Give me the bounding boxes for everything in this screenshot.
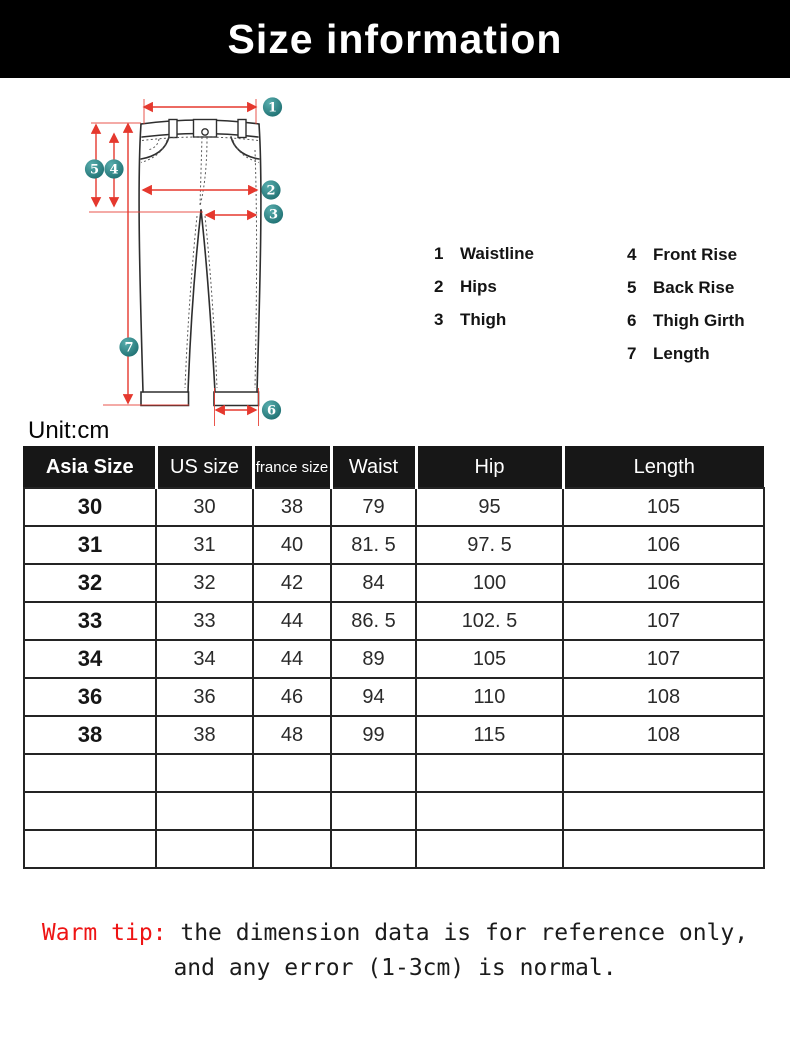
table-cell: 106 — [563, 564, 764, 602]
table-row — [24, 526, 764, 564]
table-cell: 44 — [253, 640, 331, 678]
warm-tip-line2: and any error (1-3cm) is normal. — [173, 955, 617, 981]
callout-5-badge — [85, 159, 104, 178]
legend-item-thigh — [434, 303, 534, 336]
pants-stitching — [141, 137, 259, 388]
legend-label: Back Rise — [653, 277, 735, 297]
legend-label: Hips — [460, 276, 497, 296]
table-cell — [156, 792, 253, 830]
table-cell: 107 — [563, 602, 764, 640]
legend-number: 7 — [627, 343, 637, 363]
table-cell: 48 — [253, 716, 331, 754]
legend-item-thigh-girth — [627, 304, 745, 337]
table-cell — [253, 792, 331, 830]
table-cell — [24, 792, 156, 830]
legend-item-length — [627, 337, 745, 370]
table-cell — [253, 830, 331, 868]
table-row — [24, 564, 764, 602]
title-bar — [0, 0, 790, 78]
table-cell — [416, 754, 563, 792]
table-cell: 79 — [331, 488, 416, 526]
table-cell: 108 — [563, 678, 764, 716]
callout-1-number: 1 — [267, 100, 278, 116]
callout-3-number: 3 — [268, 207, 279, 223]
legend-label: Waistline — [460, 243, 534, 263]
warm-tip — [0, 916, 790, 986]
column-header: Waist — [331, 447, 416, 488]
legend-item-front-rise — [627, 238, 745, 271]
legend-label: Thigh Girth — [653, 310, 745, 330]
size-table-body — [24, 488, 764, 868]
table-cell: 38 — [156, 716, 253, 754]
legend-label: Front Rise — [653, 244, 738, 264]
table-cell: 40 — [253, 526, 331, 564]
table-cell: 31 — [156, 526, 253, 564]
callout-7-badge — [119, 337, 138, 356]
legend-label: Length — [653, 343, 710, 363]
table-row — [24, 602, 764, 640]
callout-4-badge — [104, 159, 123, 178]
table-cell — [156, 830, 253, 868]
table-cell: 42 — [253, 564, 331, 602]
table-row — [24, 830, 764, 868]
warm-tip-text: the dimension data is for reference only, — [166, 920, 749, 946]
column-header: Length — [563, 447, 764, 488]
table-cell: 32 — [24, 564, 156, 602]
table-cell: 89 — [331, 640, 416, 678]
table-cell: 110 — [416, 678, 563, 716]
column-header: Hip — [416, 447, 563, 488]
table-cell: 38 — [253, 488, 331, 526]
table-cell: 100 — [416, 564, 563, 602]
table-cell — [24, 754, 156, 792]
column-header: US size — [156, 447, 253, 488]
pants-outline — [139, 120, 261, 406]
measurement-legend-left — [434, 237, 534, 336]
table-cell — [331, 754, 416, 792]
legend-number: 3 — [434, 309, 444, 329]
table-cell: 46 — [253, 678, 331, 716]
callout-5-number: 5 — [89, 162, 100, 178]
callout-2-number: 2 — [266, 183, 276, 199]
table-row — [24, 488, 764, 526]
table-cell — [416, 792, 563, 830]
table-cell: 38 — [24, 716, 156, 754]
measurement-legend-right — [627, 238, 745, 370]
table-row — [24, 640, 764, 678]
table-cell — [331, 830, 416, 868]
callout-6-number: 6 — [266, 403, 277, 419]
table-cell: 106 — [563, 526, 764, 564]
table-cell — [563, 754, 764, 792]
size-table-head-row — [24, 447, 764, 488]
table-cell: 34 — [24, 640, 156, 678]
table-cell: 95 — [416, 488, 563, 526]
table-row — [24, 792, 764, 830]
page-title: Size information — [227, 16, 563, 62]
legend-number: 6 — [627, 310, 637, 330]
table-cell — [563, 792, 764, 830]
table-cell — [156, 754, 253, 792]
table-cell: 30 — [24, 488, 156, 526]
legend-number: 4 — [627, 244, 637, 264]
table-cell: 102. 5 — [416, 602, 563, 640]
callout-2-badge — [261, 180, 280, 199]
table-cell — [563, 830, 764, 868]
callout-4-number: 4 — [109, 162, 119, 178]
table-cell: 33 — [24, 602, 156, 640]
table-cell — [331, 792, 416, 830]
table-cell: 33 — [156, 602, 253, 640]
table-cell: 34 — [156, 640, 253, 678]
legend-label: Thigh — [460, 309, 507, 329]
table-cell: 84 — [331, 564, 416, 602]
table-cell: 108 — [563, 716, 764, 754]
callout-3-badge — [264, 204, 283, 223]
dimension-arrows — [89, 99, 259, 426]
warm-tip-line1 — [0, 916, 790, 951]
table-cell: 97. 5 — [416, 526, 563, 564]
pants-measurement-diagram — [75, 88, 300, 436]
warm-tip-label: Warm tip: — [41, 920, 167, 946]
size-table — [23, 446, 765, 869]
table-cell: 36 — [156, 678, 253, 716]
table-cell — [24, 830, 156, 868]
table-cell: 99 — [331, 716, 416, 754]
legend-item-hips — [434, 270, 534, 303]
callout-1-badge — [263, 97, 282, 116]
table-cell: 86. 5 — [331, 602, 416, 640]
table-cell: 105 — [563, 488, 764, 526]
table-cell — [253, 754, 331, 792]
column-header: Asia Size — [24, 447, 156, 488]
callout-7-number: 7 — [124, 340, 134, 356]
column-header: france size — [253, 447, 331, 488]
unit-label: Unit:cm — [28, 417, 110, 444]
legend-number: 2 — [434, 276, 444, 296]
legend-item-waistline — [434, 237, 534, 270]
table-cell: 36 — [24, 678, 156, 716]
table-cell: 107 — [563, 640, 764, 678]
callout-6-badge — [262, 400, 281, 419]
table-cell: 115 — [416, 716, 563, 754]
legend-item-back-rise — [627, 271, 745, 304]
table-cell: 94 — [331, 678, 416, 716]
table-cell — [416, 830, 563, 868]
table-cell: 81. 5 — [331, 526, 416, 564]
table-cell: 44 — [253, 602, 331, 640]
legend-number: 1 — [434, 243, 444, 263]
table-cell: 32 — [156, 564, 253, 602]
table-cell: 105 — [416, 640, 563, 678]
size-table-head — [24, 447, 764, 488]
table-row — [24, 754, 764, 792]
table-cell: 31 — [24, 526, 156, 564]
legend-number: 5 — [627, 277, 637, 297]
table-cell: 30 — [156, 488, 253, 526]
table-row — [24, 716, 764, 754]
table-row — [24, 678, 764, 716]
